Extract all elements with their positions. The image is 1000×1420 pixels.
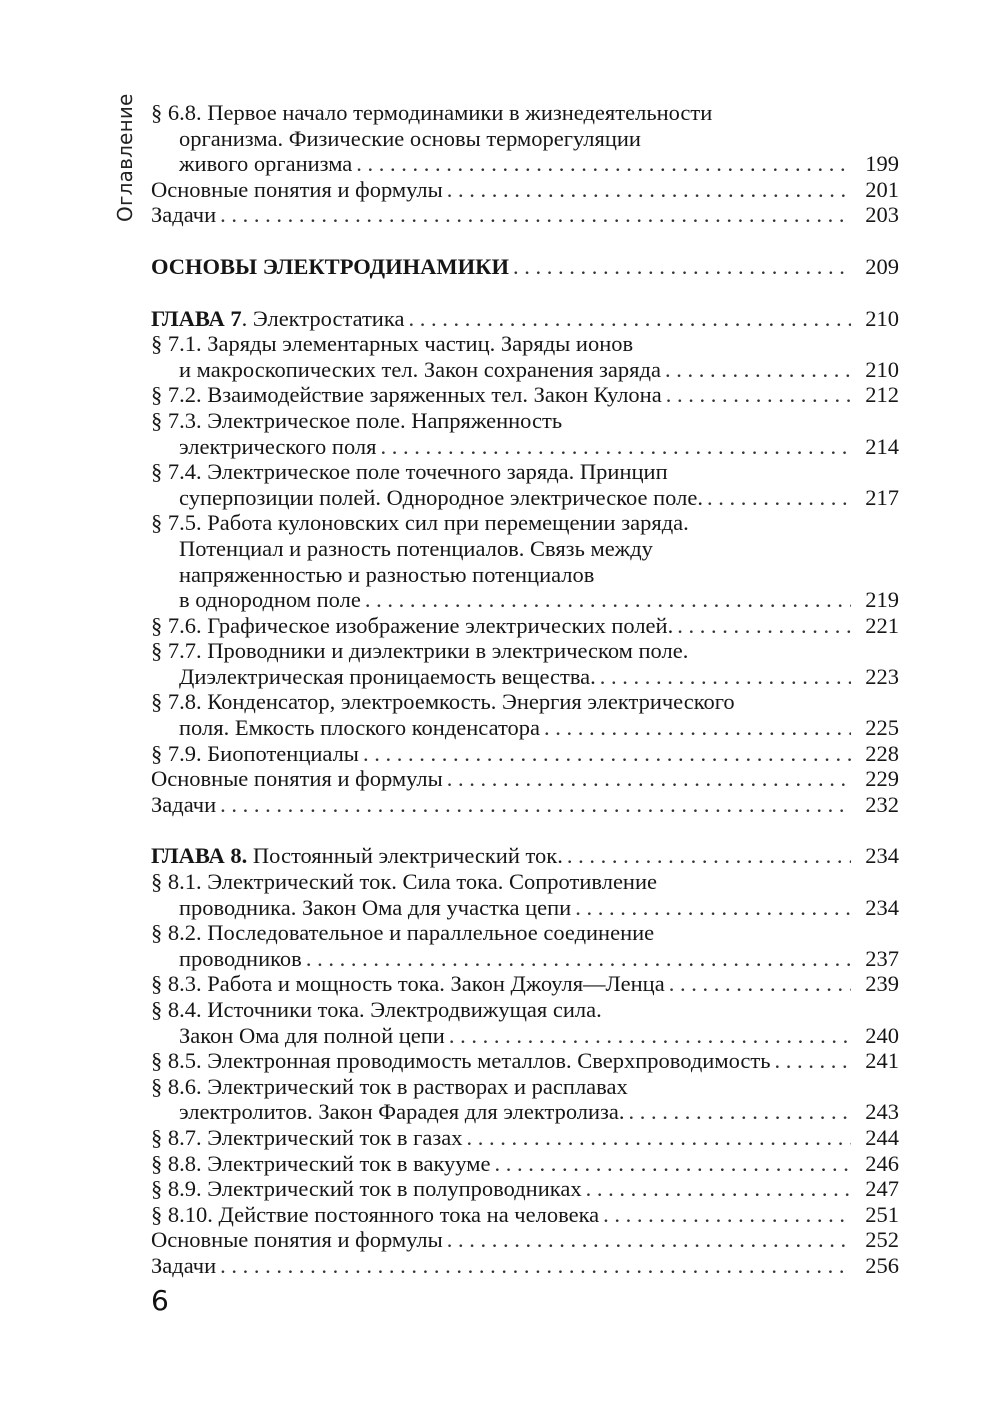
toc-entry-text xyxy=(179,562,594,587)
toc-page-number: 225 xyxy=(865,715,899,741)
toc-entry xyxy=(151,664,899,690)
toc-entry-text xyxy=(151,331,633,356)
side-label: Оглавление xyxy=(113,93,137,222)
toc-title: в однородном поле xyxy=(179,587,361,613)
page-number: 6 xyxy=(151,1284,169,1317)
toc-entry xyxy=(151,459,899,485)
toc-page-number: 221 xyxy=(865,612,899,638)
toc-title: поля. Емкость плоского конденсатора xyxy=(179,715,540,741)
toc-page-number: 243 xyxy=(865,1099,899,1125)
toc-entry-text xyxy=(179,1023,449,1049)
toc-entry xyxy=(151,1023,899,1049)
toc-page-number: 234 xyxy=(865,894,899,920)
toc-page-number: 237 xyxy=(865,945,899,971)
toc-entry-text xyxy=(151,408,562,433)
toc-entry xyxy=(151,1253,899,1279)
toc-title: § 7.4. Электрическое поле точечного заряда. Принцип xyxy=(151,459,668,485)
toc-title: § 8.3. Работа и мощность тока. Закон Джоуля—Ленца xyxy=(151,971,665,997)
toc-entry-text xyxy=(151,689,735,714)
toc-entry xyxy=(151,869,899,895)
toc-entry-text xyxy=(151,971,669,997)
toc-entry xyxy=(151,766,899,792)
dot-leader xyxy=(466,1125,851,1151)
dot-leader xyxy=(567,843,851,869)
toc-title: . Электростатика xyxy=(241,305,405,331)
toc-title: § 8.10. Действие постоянного тока на человека xyxy=(151,1201,600,1227)
toc-entry xyxy=(151,638,899,664)
toc-entry xyxy=(151,126,899,152)
toc-title: суперпозиции полей. Однородное электрическое поле. xyxy=(179,484,703,510)
toc-page-number: 217 xyxy=(865,484,899,510)
toc-entry-text xyxy=(151,792,220,818)
toc-title: § 7.9. Биопотенциалы xyxy=(151,740,359,766)
toc-entry-text xyxy=(151,843,567,869)
toc-title: § 7.3. Электрическое поле. Напряженность xyxy=(151,407,563,433)
toc-title: § 8.7. Электрический ток в газах xyxy=(151,1124,463,1150)
toc-entry xyxy=(151,715,899,741)
dot-leader xyxy=(575,895,851,921)
toc-page-number: 251 xyxy=(865,1201,899,1227)
dot-leader xyxy=(306,946,851,972)
toc-title: § 7.2. Взаимодействие заряженных тел. Закон Кулона xyxy=(151,382,662,408)
toc-page-number: 209 xyxy=(865,253,899,279)
toc-entry xyxy=(151,843,899,869)
toc-entry xyxy=(151,202,899,228)
toc-title: и макроскопических тел. Закон сохранения заряда xyxy=(179,356,661,382)
toc-entry-text xyxy=(151,382,666,408)
toc-title: Задачи xyxy=(151,1252,217,1278)
toc-page-number: 199 xyxy=(865,151,899,177)
toc-entry xyxy=(151,587,899,613)
toc-entry xyxy=(151,382,899,408)
toc-entry xyxy=(151,971,899,997)
toc-entry-text xyxy=(151,741,363,767)
dot-leader xyxy=(449,1023,851,1049)
toc-page-number: 247 xyxy=(865,1176,899,1202)
toc-section xyxy=(151,100,899,228)
toc-entry-text xyxy=(151,1125,466,1151)
toc-title: § 7.5. Работа кулоновских сил при перемещении заряда. xyxy=(151,510,689,536)
dot-leader xyxy=(495,1151,852,1177)
toc-title: электрического поля xyxy=(179,433,377,459)
chapter-label: ГЛАВА 7 xyxy=(151,305,242,331)
dot-leader xyxy=(447,177,851,203)
dot-leader xyxy=(365,587,851,613)
toc-entry xyxy=(151,562,899,588)
toc-page-number: 240 xyxy=(865,1022,899,1048)
toc-entry-text xyxy=(151,1151,495,1177)
toc-page-number: 244 xyxy=(865,1124,899,1150)
toc-entry xyxy=(151,434,899,460)
toc-entry xyxy=(151,1099,899,1125)
toc-entry-text xyxy=(151,1227,447,1253)
toc-section xyxy=(151,306,899,818)
toc-entry xyxy=(151,1074,899,1100)
dot-leader xyxy=(603,1202,851,1228)
toc-title: § 8.6. Электрический ток в растворах и расплавах xyxy=(151,1073,628,1099)
toc-entry-text xyxy=(151,1074,628,1099)
toc-entry xyxy=(151,331,899,357)
toc-title: § 8.1. Электрический ток. Сила тока. Сопротивление xyxy=(151,869,657,895)
toc-entry xyxy=(151,613,899,639)
toc-title: Задачи xyxy=(151,791,217,817)
toc-entry xyxy=(151,254,899,280)
toc-page-number: 229 xyxy=(865,766,899,792)
toc-page-number: 203 xyxy=(865,202,899,228)
toc-entry xyxy=(151,1151,899,1177)
dot-leader xyxy=(220,1253,851,1279)
toc-entry-text xyxy=(151,510,689,535)
toc-page-number: 228 xyxy=(865,740,899,766)
dot-leader xyxy=(665,357,851,383)
toc-section xyxy=(151,843,899,1278)
toc-entry-text xyxy=(151,613,677,639)
toc-title: Закон Ома для полной цепи xyxy=(179,1022,445,1048)
toc-entry-text xyxy=(179,357,665,383)
toc-title: организма. Физические основы терморегуляции xyxy=(179,125,641,151)
toc-entry-text xyxy=(151,920,654,945)
toc-title: § 7.6. Графическое изображение электрических полей. xyxy=(151,612,674,638)
toc-title: Основные понятия и формулы xyxy=(151,1227,443,1253)
toc-entry xyxy=(151,1176,899,1202)
toc-entry xyxy=(151,485,899,511)
toc-title: электролитов. Закон Фарадея для электролиза. xyxy=(179,1099,625,1125)
toc-entry-text xyxy=(151,766,447,792)
dot-leader xyxy=(666,382,851,408)
toc-entry xyxy=(151,997,899,1023)
toc-title: Задачи xyxy=(151,202,217,228)
dot-leader xyxy=(707,485,851,511)
toc-entry xyxy=(151,1125,899,1151)
dot-leader xyxy=(544,715,851,741)
dot-leader xyxy=(677,613,851,639)
toc-entry-text xyxy=(179,1099,629,1125)
toc-entry xyxy=(151,895,899,921)
toc-page-number: 212 xyxy=(865,382,899,408)
toc-entry-text xyxy=(151,997,602,1022)
toc-title: ОСНОВЫ ЭЛЕКТРОДИНАМИКИ xyxy=(151,253,509,279)
dot-leader xyxy=(447,766,851,792)
toc-entry xyxy=(151,1202,899,1228)
toc-page-number: 232 xyxy=(865,791,899,817)
toc-entry-text xyxy=(179,895,575,921)
dot-leader xyxy=(447,1227,851,1253)
toc-entry xyxy=(151,946,899,972)
chapter-label: ГЛАВА 8. xyxy=(151,843,248,869)
toc-page-number: 219 xyxy=(865,587,899,613)
dot-leader xyxy=(356,151,851,177)
toc-entry-text xyxy=(179,587,365,613)
dot-leader xyxy=(600,664,851,690)
toc-entry-text xyxy=(151,1048,774,1074)
toc-entry xyxy=(151,1048,899,1074)
toc-entry-text xyxy=(151,177,447,203)
toc-entry-text xyxy=(151,202,220,228)
toc-entry-text xyxy=(179,946,306,972)
dot-leader xyxy=(381,434,851,460)
toc-title: § 7.8. Конденсатор, электроемкость. Энергия электрического xyxy=(151,689,735,715)
dot-leader xyxy=(220,792,851,818)
toc-page-number: 210 xyxy=(865,305,899,331)
toc-section xyxy=(151,254,899,280)
dot-leader xyxy=(669,971,851,997)
toc-title: Потенциал и разность потенциалов. Связь между xyxy=(179,535,653,561)
toc-entry xyxy=(151,177,899,203)
toc-title: § 8.9. Электрический ток в полупроводниках xyxy=(151,1176,582,1202)
toc-entry xyxy=(151,920,899,946)
dot-leader xyxy=(363,741,851,767)
toc-entry xyxy=(151,151,899,177)
toc-entry xyxy=(151,689,899,715)
toc-entry-text xyxy=(179,126,641,151)
toc-entry-text xyxy=(179,151,356,177)
toc-entry-text xyxy=(179,485,707,511)
toc-title: § 7.1. Заряды элементарных частиц. Заряды ионов xyxy=(151,331,634,357)
toc-entry xyxy=(151,357,899,383)
toc-page-number: 252 xyxy=(865,1227,899,1253)
dot-leader xyxy=(408,306,851,332)
toc-entry-text xyxy=(151,1176,586,1202)
toc-page-number: 256 xyxy=(865,1252,899,1278)
dot-leader xyxy=(586,1176,851,1202)
toc-title: Основные понятия и формулы xyxy=(151,176,443,202)
dot-leader xyxy=(513,254,851,280)
toc-title: § 8.2. Последовательное и параллельное соединение xyxy=(151,920,655,946)
toc-entry-text xyxy=(179,715,544,741)
toc-title: Диэлектрическая проницаемость вещества. xyxy=(179,663,596,689)
toc-title: Основные понятия и формулы xyxy=(151,766,443,792)
toc-entry-text xyxy=(179,434,381,460)
toc-title: проводника. Закон Ома для участка цепи xyxy=(179,894,572,920)
toc-entry-text xyxy=(151,1253,220,1279)
dot-leader xyxy=(629,1099,851,1125)
table-of-contents xyxy=(151,100,899,1305)
toc-title: напряженностью и разностью потенциалов xyxy=(179,561,595,587)
toc-page-number: 201 xyxy=(865,176,899,202)
toc-entry xyxy=(151,100,899,126)
toc-page-number: 241 xyxy=(865,1048,899,1074)
toc-title: § 8.5. Электронная проводимость металлов. Сверхпроводимость xyxy=(151,1048,771,1074)
toc-page-number: 223 xyxy=(865,663,899,689)
toc-page-number: 246 xyxy=(865,1150,899,1176)
toc-title: живого организма xyxy=(179,151,353,177)
toc-entry-text xyxy=(151,459,668,484)
toc-title: § 8.4. Источники тока. Электродвижущая сила. xyxy=(151,997,602,1022)
toc-entry-text xyxy=(179,664,600,690)
toc-title: § 8.8. Электрический ток в вакууме xyxy=(151,1150,491,1176)
toc-entry-text xyxy=(151,254,513,280)
toc-entry xyxy=(151,306,899,332)
toc-entry xyxy=(151,510,899,536)
dot-leader xyxy=(220,202,851,228)
toc-page-number: 214 xyxy=(865,433,899,459)
toc-title: § 7.7. Проводники и диэлектрики в электрическом поле. xyxy=(151,638,689,664)
toc-page-number: 210 xyxy=(865,356,899,382)
toc-title: проводников xyxy=(179,945,302,971)
toc-title: § 6.8. Первое начало термодинамики в жизнедеятельности xyxy=(151,100,713,125)
toc-entry-text xyxy=(179,536,653,561)
toc-title: Постоянный электрический ток. xyxy=(247,843,563,869)
toc-entry-text xyxy=(151,306,408,332)
toc-entry-text xyxy=(151,1202,603,1228)
toc-page-number: 234 xyxy=(865,843,899,869)
toc-entry-text xyxy=(151,638,688,663)
toc-entry-text xyxy=(151,869,657,894)
toc-entry xyxy=(151,408,899,434)
toc-entry xyxy=(151,741,899,767)
toc-entry xyxy=(151,792,899,818)
toc-page-number: 239 xyxy=(865,971,899,997)
dot-leader xyxy=(774,1048,851,1074)
toc-entry xyxy=(151,536,899,562)
toc-entry xyxy=(151,1227,899,1253)
toc-entry-text xyxy=(151,100,712,125)
